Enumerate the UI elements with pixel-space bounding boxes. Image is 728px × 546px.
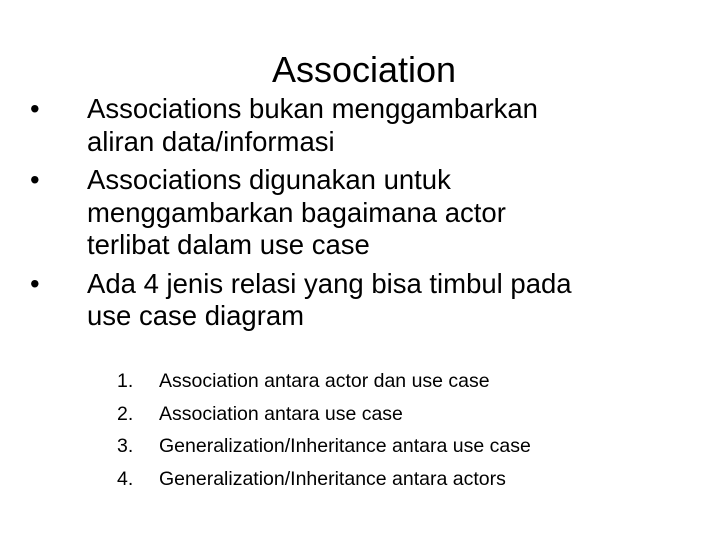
number-marker: 2. [117, 402, 134, 425]
numbered-item [117, 398, 717, 431]
numbered-item [117, 463, 717, 496]
numbered-item [117, 365, 717, 398]
number-marker: 1. [117, 370, 134, 392]
numbered-item-text: Generalization/Inheritance antara use case [159, 435, 531, 457]
number-marker: 3. [117, 435, 134, 457]
bullet-icon: • [30, 164, 40, 195]
bullet-icon: • [30, 93, 40, 124]
bullet-line: Ada 4 jenis relasi yang bisa timbul pada [87, 267, 572, 299]
bullet-item [30, 268, 720, 333]
bullet-line: Associations digunakan untuk [87, 164, 451, 195]
numbered-item-text: Association antara use case [159, 402, 403, 425]
numbered-item-text: Generalization/Inheritance antara actors [159, 467, 506, 490]
numbered-item-text: Association antara actor dan use case [159, 370, 490, 392]
bullet-icon: • [30, 267, 40, 299]
bullet-item [30, 164, 720, 262]
numbered-item [117, 430, 717, 463]
bullet-item [30, 93, 720, 158]
bullet-list [30, 93, 720, 339]
bullet-line: menggambarkan bagaimana actor [87, 196, 506, 228]
bullet-line: use case diagram [87, 300, 305, 331]
number-marker: 4. [117, 467, 134, 490]
slide-title: Association [271, 49, 457, 90]
bullet-line: aliran data/informasi [87, 125, 335, 157]
bullet-line: Associations bukan menggambarkan [87, 93, 538, 124]
numbered-list [117, 365, 717, 495]
bullet-line: terlibat dalam use case [87, 229, 370, 260]
